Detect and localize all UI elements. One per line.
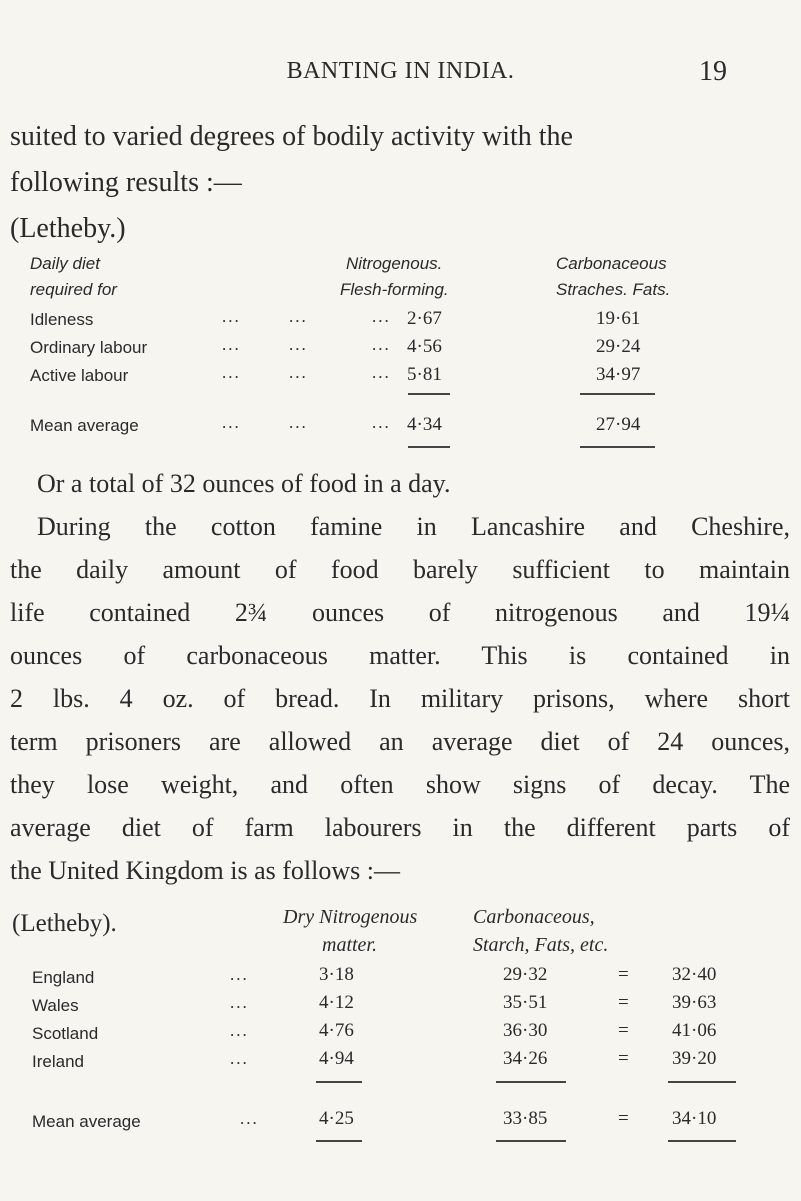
table1-head-col1-line1: Daily diet	[30, 254, 100, 273]
page-number: 19	[699, 56, 727, 87]
table2-row-label: Scotland	[32, 1024, 99, 1043]
table1-head-col3-line1: Carbonaceous	[556, 254, 667, 273]
paragraph-line: 2 lbs. 4 oz. of bread. In military prisons, where short	[10, 684, 790, 713]
table2-row-label: England	[32, 968, 95, 987]
table2-mean-carbo: 33·85	[503, 1108, 548, 1129]
table2-source: (Letheby).	[12, 910, 117, 937]
table2-row-carbo: 29·32	[503, 964, 548, 985]
table1-row-dots: ...	[222, 307, 241, 326]
table1-head-col2-line1: Nitrogenous.	[346, 254, 443, 273]
table1-mean-dots: ...	[372, 413, 391, 432]
paragraph-line: average diet of farm labourers in the different parts of	[10, 813, 790, 842]
table2-mean-nitro: 4·25	[319, 1108, 354, 1129]
table1-row-dots: ...	[222, 335, 241, 354]
table1-row-carbo: 19·61	[596, 308, 641, 329]
table1-row-nitro: 2·67	[407, 308, 442, 329]
table2-row-dots: ...	[230, 1049, 249, 1068]
table1-head-col1-line2: required for	[30, 280, 117, 299]
paragraph-line: term prisoners are allowed an average diet of 24 ounces,	[10, 727, 790, 756]
table2-row-total: 39·20	[672, 1048, 717, 1069]
table1-row-dots: ...	[289, 335, 308, 354]
table1-row-dots: ...	[289, 363, 308, 382]
table1-row-nitro: 5·81	[407, 364, 442, 385]
table2-head-col3-line2: Starch, Fats, etc.	[473, 934, 609, 956]
paragraph-line: the daily amount of food barely sufficient to maintain	[10, 555, 790, 584]
paragraph-line: the United Kingdom is as follows :—	[10, 856, 400, 885]
table2-head-col2-line2: matter.	[322, 934, 377, 956]
table2-row-nitro: 4·94	[319, 1048, 354, 1069]
table2-row-equals: =	[618, 1020, 629, 1041]
table1-row-label: Ordinary labour	[30, 338, 148, 357]
table2-row-nitro: 4·12	[319, 992, 354, 1013]
table2-row-total: 32·40	[672, 964, 717, 985]
paragraph-line: life contained 2¾ ounces of nitrogenous and 19¼	[10, 598, 790, 627]
table2-mean-dots: ...	[240, 1109, 259, 1128]
paragraph-line: Or a total of 32 ounces of food in a day.	[37, 469, 451, 498]
running-header: BANTING IN INDIA.	[286, 58, 515, 84]
table2-row-label: Ireland	[32, 1052, 84, 1071]
table1-mean-label: Mean average	[30, 416, 139, 435]
table2-row-nitro: 4·76	[319, 1020, 354, 1041]
body-paragraph	[10, 462, 790, 892]
table1-mean-nitro: 4·34	[407, 414, 442, 435]
table2-mean-rule	[316, 1140, 362, 1142]
table1-row-label: Active labour	[30, 366, 129, 385]
table1-mean-rule	[408, 446, 450, 448]
table1-sum-rule	[408, 393, 450, 395]
table2-row-equals: =	[618, 992, 629, 1013]
table2-row-nitro: 3·18	[319, 964, 354, 985]
table2-mean-equals: =	[618, 1108, 629, 1129]
table2-row-equals: =	[618, 1048, 629, 1069]
table1-row-nitro: 4·56	[407, 336, 442, 357]
paragraph-line: During the cotton famine in Lancashire and Cheshire,	[37, 512, 790, 541]
table1-mean-rule	[580, 446, 655, 448]
intro-line-2: following results :—	[10, 167, 242, 198]
table2-row-dots: ...	[230, 1021, 249, 1040]
table1-sum-rule	[580, 393, 655, 395]
intro-line-1-text: suited to varied degrees of bodily activity with the	[10, 121, 573, 152]
table1-row-carbo: 29·24	[596, 336, 641, 357]
table1-mean-carbo: 27·94	[596, 414, 641, 435]
table1-row-dots: ...	[289, 307, 308, 326]
paragraph-line: they lose weight, and often show signs of decay. The	[10, 770, 790, 799]
table1-head-col3-line2: Straches. Fats.	[556, 280, 671, 299]
table1-row-dots: ...	[372, 363, 391, 382]
table2-row-dots: ...	[230, 993, 249, 1012]
table1-row-dots: ...	[222, 363, 241, 382]
table1-source: (Letheby.)	[10, 213, 126, 244]
table2-row-equals: =	[618, 964, 629, 985]
table2-row-carbo: 35·51	[503, 992, 548, 1013]
table2-row-carbo: 36·30	[503, 1020, 548, 1041]
table2-mean-rule	[496, 1140, 566, 1142]
table2-row-carbo: 34·26	[503, 1048, 548, 1069]
table2-head-col3-line1: Carbonaceous,	[473, 906, 595, 928]
table1-mean-dots: ...	[289, 413, 308, 432]
table1-row-dots: ...	[372, 307, 391, 326]
table2-mean-total: 34·10	[672, 1108, 717, 1129]
table2-sum-rule	[668, 1081, 736, 1083]
table2-row-total: 39·63	[672, 992, 717, 1013]
table1-mean-dots: ...	[222, 413, 241, 432]
table1-row-dots: ...	[372, 335, 391, 354]
table2-row-label: Wales	[32, 996, 79, 1015]
table2-mean-rule	[668, 1140, 736, 1142]
table1-head-col2-line2: Flesh-forming.	[340, 280, 449, 299]
table2-head-col2-line1: Dry Nitrogenous	[283, 906, 418, 928]
table1-row-carbo: 34·97	[596, 364, 641, 385]
intro-line-1	[10, 121, 785, 153]
table1-row-label: Idleness	[30, 310, 94, 329]
table2-mean-label: Mean average	[32, 1112, 141, 1131]
table2-sum-rule	[496, 1081, 566, 1083]
paragraph-line: ounces of carbonaceous matter. This is contained in	[10, 641, 790, 670]
table2-row-total: 41·06	[672, 1020, 717, 1041]
table2-row-dots: ...	[230, 965, 249, 984]
table2-sum-rule	[316, 1081, 362, 1083]
